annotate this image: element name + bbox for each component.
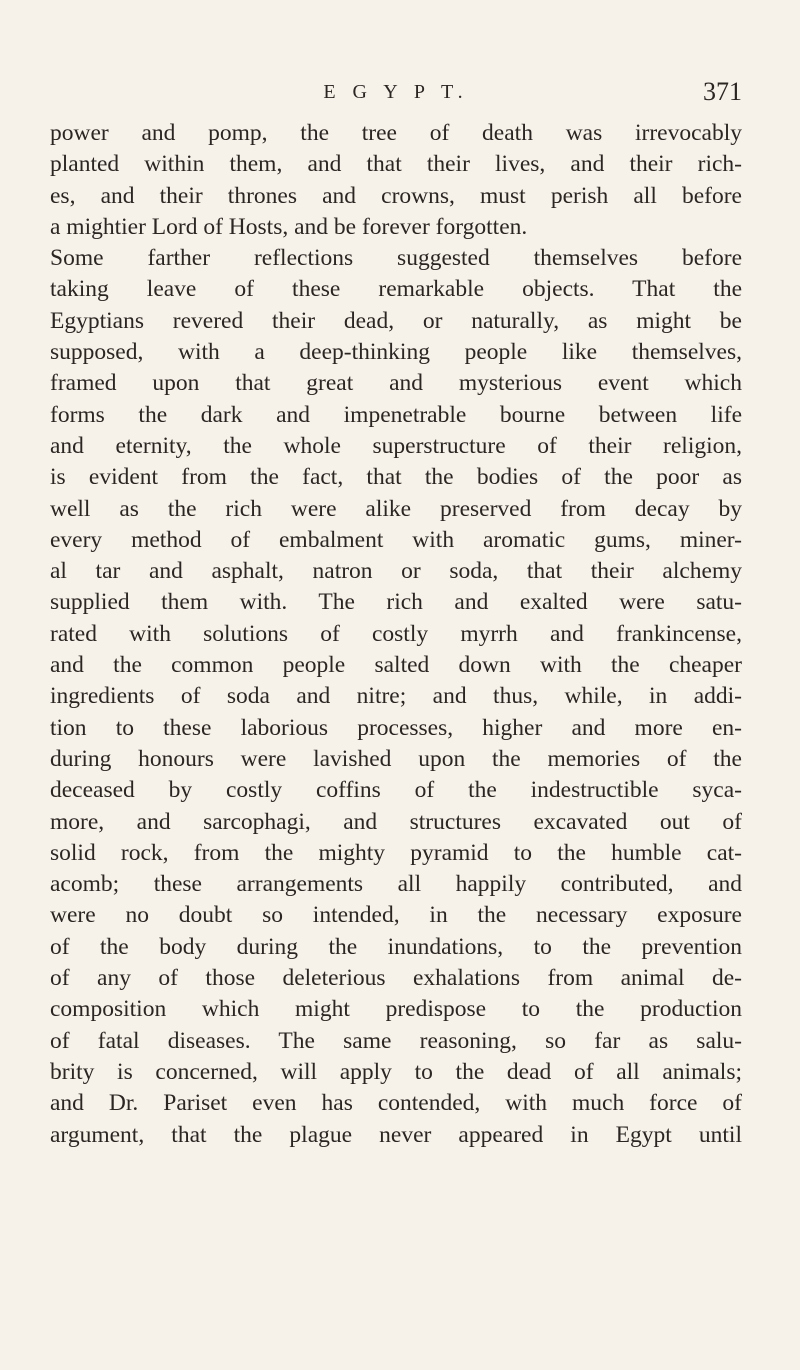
text-line: deceased by costly coffins of the indestructible syca- xyxy=(50,777,742,804)
text-line: ingredients of soda and nitre; and thus, while, in addi- xyxy=(50,683,742,710)
text-line: and the common people salted down with the cheaper xyxy=(50,652,742,679)
text-line: and eternity, the whole superstructure of their religion, xyxy=(50,432,742,459)
text-line: acomb; these arrangements all happily contributed, and xyxy=(50,871,742,898)
text-line: solid rock, from the mighty pyramid to the humble cat- xyxy=(50,839,742,866)
text-line: of fatal diseases. The same reasoning, so far as salu- xyxy=(50,1027,742,1054)
text-line: forms the dark and impenetrable bourne between life xyxy=(50,401,742,428)
text-line: argument, that the plague never appeared in Egypt until xyxy=(50,1121,742,1148)
text-line: of the body during the inundations, to the prevention xyxy=(50,933,742,960)
text-line: rated with solutions of costly myrrh and frankincense, xyxy=(50,620,742,647)
text-line: and Dr. Pariset even has contended, with much force of xyxy=(50,1090,742,1117)
text-line: framed upon that great and mysterious event which xyxy=(50,370,742,397)
text-line: Egyptians revered their dead, or naturally, as might be xyxy=(50,307,742,334)
text-line: every method of embalment with aromatic gums, miner- xyxy=(50,526,742,553)
text-line: brity is concerned, will apply to the dead of all animals; xyxy=(50,1058,742,1085)
text-line: composition which might predispose to the production xyxy=(50,996,742,1023)
text-line: taking leave of these remarkable objects. That the xyxy=(50,276,742,303)
text-line: tion to these laborious processes, higher and more en- xyxy=(50,714,742,741)
text-line: more, and sarcophagi, and structures excavated out of xyxy=(50,808,742,835)
text-line: were no doubt so intended, in the necessary exposure xyxy=(50,902,742,929)
text-line: al tar and asphalt, natron or soda, that their alchemy xyxy=(50,558,742,585)
running-head-title: E G Y P T. xyxy=(323,81,469,103)
running-head xyxy=(50,76,742,108)
body-text xyxy=(50,118,742,1151)
text-line: supposed, with a deep-thinking people like themselves, xyxy=(50,339,742,366)
text-line: power and pomp, the tree of death was irrevocably xyxy=(50,120,742,146)
text-line: Some farther reflections suggested themselves before xyxy=(50,245,742,272)
text-line: during honours were lavished upon the memories of the xyxy=(50,745,742,772)
text-line: a mightier Lord of Hosts, and be forever forgotten. xyxy=(50,213,528,240)
page-number: 371 xyxy=(703,77,742,106)
text-line: es, and their thrones and crowns, must perish all before xyxy=(50,182,742,209)
text-line: well as the rich were alike preserved from decay by xyxy=(50,495,742,522)
text-line: supplied them with. The rich and exalted were satu- xyxy=(50,589,742,616)
text-line: of any of those deleterious exhalations from animal de- xyxy=(50,965,742,992)
text-line: is evident from the fact, that the bodies of the poor as xyxy=(50,464,742,491)
text-line: planted within them, and that their lives, and their rich- xyxy=(50,151,742,178)
